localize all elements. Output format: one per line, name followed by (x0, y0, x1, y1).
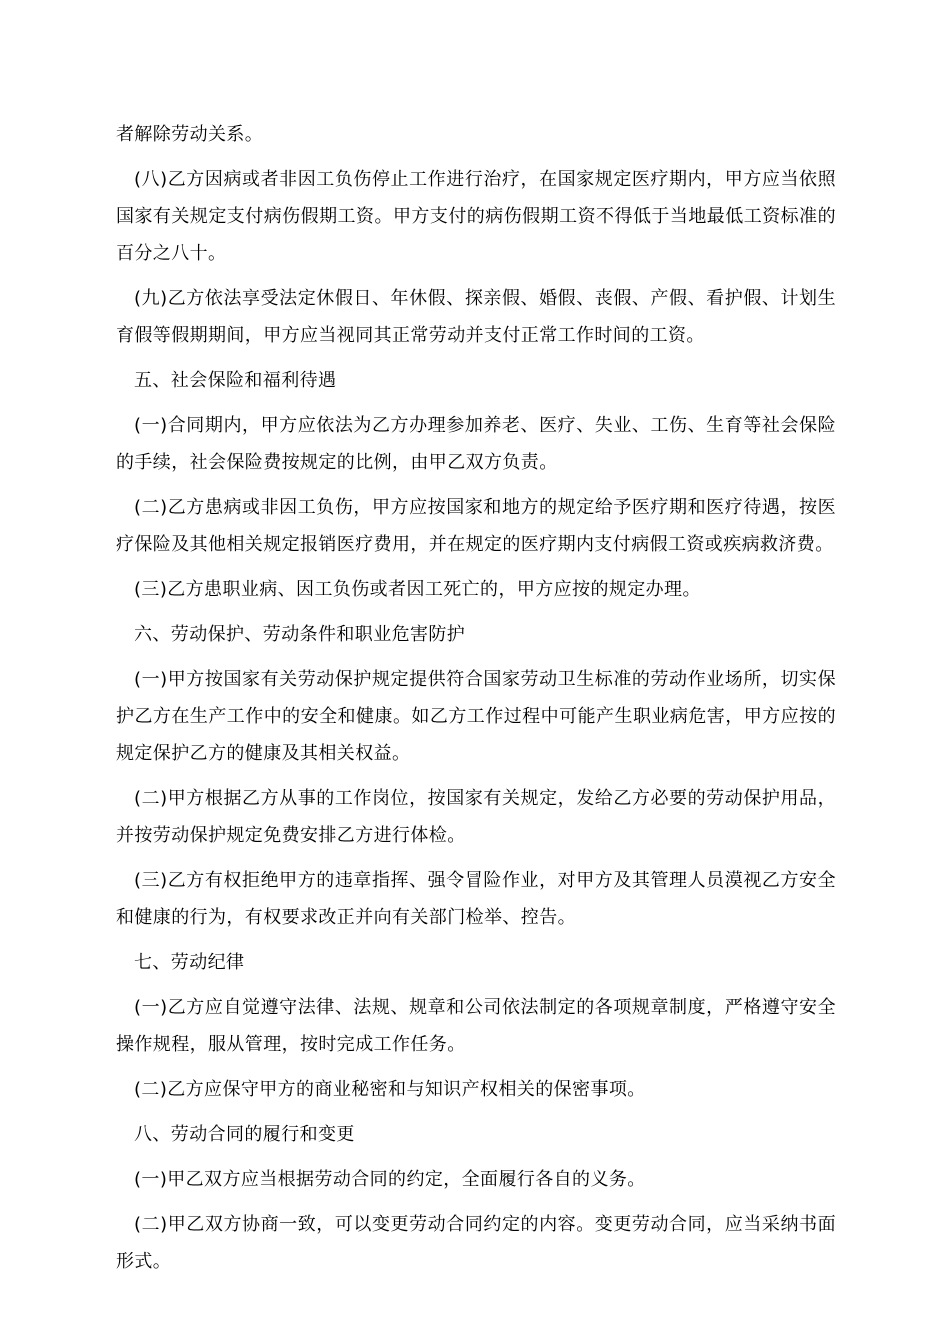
section-8-clause-1: (一)甲乙双方应当根据劳动合同的约定，全面履行各自的义务。 (134, 1169, 646, 1190)
section-5-clause-3: (三)乙方患职业病、因工负伤或者因工死亡的，甲方应按的规定办理。 (134, 579, 701, 600)
section-heading-6: 六、劳动保护、劳动条件和职业危害防护 (134, 624, 466, 645)
section-5-clause-1: (一)合同期内，甲方应依法为乙方办理参加养老、医疗、失业、工伤、生育等社会保险的手续，社会保险费按规定的比例，由甲乙双方负责。 (116, 415, 836, 473)
clause-9: (九)乙方依法享受法定休假日、年休假、探亲假、婚假、丧假、产假、看护假、计划生育假等假期期间，甲方应当视同其正常劳动并支付正常工作时间的工资。 (116, 288, 836, 346)
section-7-clause-2: (二)乙方应保守甲方的商业秘密和与知识产权相关的保密事项。 (134, 1079, 646, 1100)
section-7-clause-1: (一)乙方应自觉遵守法律、法规、规章和公司依法制定的各项规章制度，严格遵守安全操作规程，服从管理，按时完成工作任务。 (116, 997, 836, 1055)
clause-8: (八)乙方因病或者非因工负伤停止工作进行治疗，在国家规定医疗期内，甲方应当依照国家有关规定支付病伤假期工资。甲方支付的病伤假期工资不得低于当地最低工资标准的百分之八十。 (116, 169, 836, 264)
section-6-clause-2: (二)甲方根据乙方从事的工作岗位，按国家有关规定，发给乙方必要的劳动保护用品，并按劳动保护规定免费安排乙方进行体检。 (116, 788, 836, 846)
section-heading-5: 五、社会保险和福利待遇 (134, 370, 337, 391)
section-6-clause-1: (一)甲方按国家有关劳动保护规定提供符合国家劳动卫生标准的劳动作业场所，切实保护乙方在生产工作中的安全和健康。如乙方工作过程中可能产生职业病危害，甲方应按的规定保护乙方的健康及其相关权益。 (116, 669, 836, 764)
section-heading-7: 七、劳动纪律 (134, 952, 245, 973)
section-heading-8: 八、劳动合同的履行和变更 (134, 1124, 355, 1145)
section-5-clause-2: (二)乙方患病或非因工负伤，甲方应按国家和地方的规定给予医疗期和医疗待遇，按医疗保险及其他相关规定报销医疗费用，并在规定的医疗期内支付病假工资或疾病救济费。 (116, 497, 836, 555)
paragraph-continuation: 者解除劳动关系。 (116, 124, 264, 145)
section-8-clause-2: (二)甲乙双方协商一致，可以变更劳动合同约定的内容。变更劳动合同，应当采纳书面形式。 (116, 1214, 836, 1272)
document-page (116, 116, 836, 1288)
section-6-clause-3: (三)乙方有权拒绝甲方的违章指挥、强令冒险作业，对甲方及其管理人员漠视乙方安全和健康的行为，有权要求改正并向有关部门检举、控告。 (116, 870, 836, 928)
